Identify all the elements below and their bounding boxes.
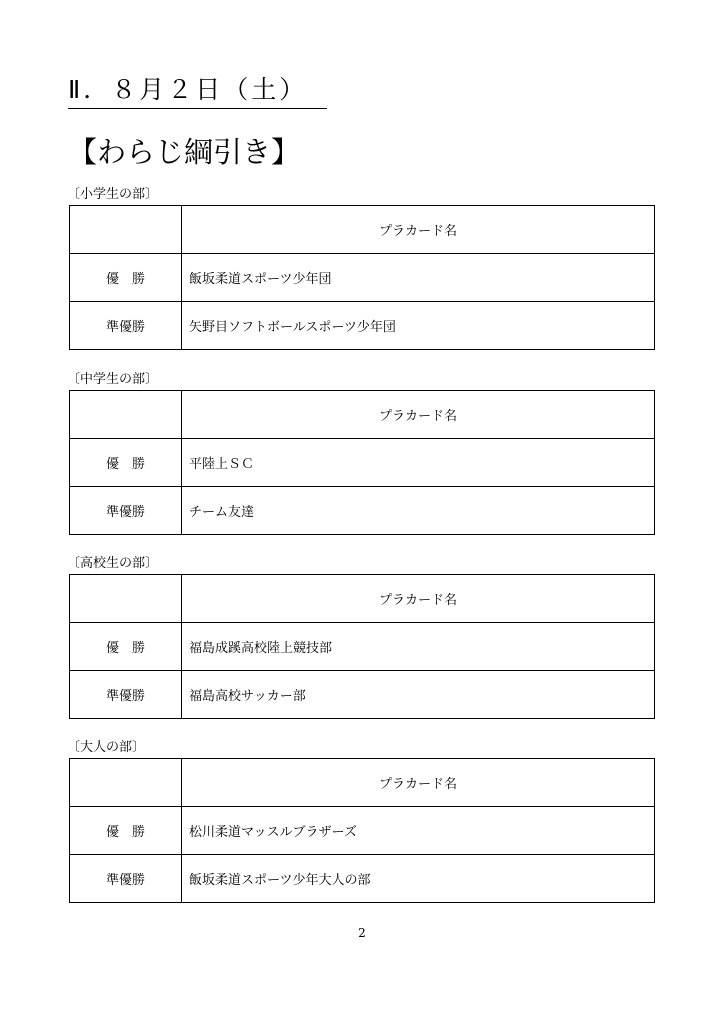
table-row [70, 487, 655, 535]
team-name-cell: 福島高校サッカー部 [182, 671, 655, 719]
header-placard-name: プラカード名 [182, 391, 655, 439]
results-table [69, 758, 655, 903]
results-group-elementary [69, 185, 655, 350]
team-name-cell: 平陸上ＳＣ [182, 439, 655, 487]
rank-cell: 準優勝 [70, 487, 182, 535]
results-table [69, 390, 655, 535]
rank-cell: 優 勝 [70, 623, 182, 671]
header-blank-cell [70, 759, 182, 807]
results-group-junior-high [69, 370, 655, 535]
results-table [69, 205, 655, 350]
group-label: 〔大人の部〕 [67, 740, 146, 755]
page-heading: Ⅱ．８月２日（土） [68, 70, 327, 109]
header-placard-name: プラカード名 [182, 206, 655, 254]
team-name-cell: 飯坂柔道スポーツ少年大人の部 [182, 855, 655, 903]
results-group-adult [69, 738, 655, 903]
table-row [70, 254, 655, 302]
table-row [70, 302, 655, 350]
rank-cell: 優 勝 [70, 807, 182, 855]
team-name-cell: 松川柔道マッスルブラザーズ [182, 807, 655, 855]
group-label: 〔小学生の部〕 [67, 187, 159, 202]
table-row [70, 623, 655, 671]
header-placard-name: プラカード名 [182, 759, 655, 807]
header-blank-cell [70, 575, 182, 623]
results-group-high-school [69, 554, 655, 719]
group-label: 〔高校生の部〕 [67, 556, 159, 571]
rank-cell: 優 勝 [70, 254, 182, 302]
table-row [70, 855, 655, 903]
rank-cell: 優 勝 [70, 439, 182, 487]
table-header-row [70, 206, 655, 254]
table-header-row [70, 391, 655, 439]
team-name-cell: 矢野目ソフトボールスポーツ少年団 [182, 302, 655, 350]
team-name-cell: チーム友達 [182, 487, 655, 535]
page-number: 2 [358, 926, 366, 940]
rank-cell: 準優勝 [70, 302, 182, 350]
rank-cell: 準優勝 [70, 671, 182, 719]
table-row [70, 807, 655, 855]
team-name-cell: 飯坂柔道スポーツ少年団 [182, 254, 655, 302]
header-blank-cell [70, 391, 182, 439]
group-label: 〔中学生の部〕 [67, 372, 159, 387]
table-row [70, 439, 655, 487]
results-table [69, 574, 655, 719]
team-name-cell: 福島成蹊高校陸上競技部 [182, 623, 655, 671]
rank-cell: 準優勝 [70, 855, 182, 903]
table-header-row [70, 575, 655, 623]
table-header-row [70, 759, 655, 807]
header-blank-cell [70, 206, 182, 254]
header-placard-name: プラカード名 [182, 575, 655, 623]
table-row [70, 671, 655, 719]
section-title: 【わらじ綱引き】 [68, 135, 301, 169]
